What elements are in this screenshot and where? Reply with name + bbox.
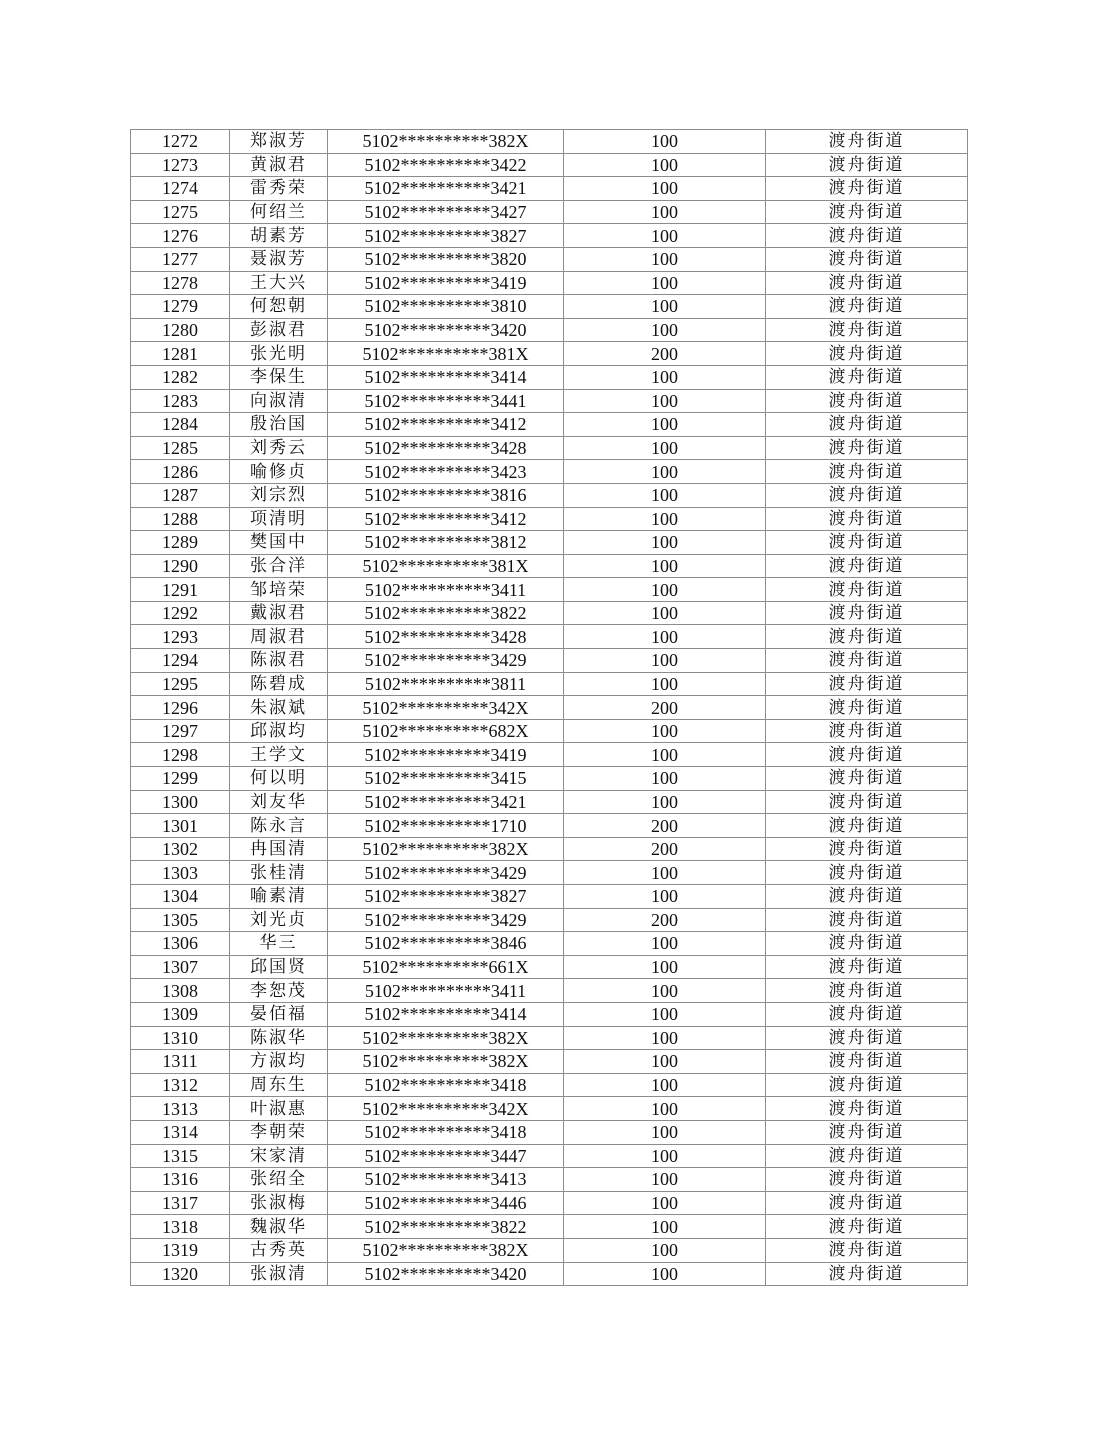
table-row <box>131 247 968 271</box>
cell-amount: 100 <box>564 153 766 177</box>
cell-serial-number: 1291 <box>131 578 230 602</box>
cell-amount: 100 <box>564 1262 766 1286</box>
cell-name: 邱淑均 <box>230 719 328 743</box>
cell-subdistrict: 渡舟街道 <box>766 295 968 319</box>
cell-amount: 100 <box>564 130 766 154</box>
cell-id-number: 5102**********3827 <box>328 885 564 909</box>
cell-subdistrict: 渡舟街道 <box>766 1238 968 1262</box>
cell-name: 张桂清 <box>230 861 328 885</box>
cell-id-number: 5102**********342X <box>328 696 564 720</box>
cell-name: 胡素芳 <box>230 224 328 248</box>
cell-serial-number: 1295 <box>131 672 230 696</box>
cell-serial-number: 1272 <box>131 130 230 154</box>
cell-serial-number: 1303 <box>131 861 230 885</box>
table-row <box>131 389 968 413</box>
cell-id-number: 5102**********3413 <box>328 1168 564 1192</box>
cell-name: 张绍全 <box>230 1168 328 1192</box>
cell-name: 冉国清 <box>230 837 328 861</box>
cell-subdistrict: 渡舟街道 <box>766 200 968 224</box>
cell-id-number: 5102**********381X <box>328 342 564 366</box>
cell-amount: 200 <box>564 696 766 720</box>
cell-subdistrict: 渡舟街道 <box>766 601 968 625</box>
cell-id-number: 5102**********1710 <box>328 814 564 838</box>
table-row <box>131 790 968 814</box>
cell-serial-number: 1309 <box>131 1002 230 1026</box>
cell-amount: 100 <box>564 1144 766 1168</box>
cell-amount: 200 <box>564 837 766 861</box>
cell-subdistrict: 渡舟街道 <box>766 837 968 861</box>
cell-serial-number: 1304 <box>131 885 230 909</box>
cell-subdistrict: 渡舟街道 <box>766 483 968 507</box>
table-row <box>131 814 968 838</box>
cell-amount: 100 <box>564 955 766 979</box>
cell-subdistrict: 渡舟街道 <box>766 672 968 696</box>
cell-id-number: 5102**********3418 <box>328 1073 564 1097</box>
cell-amount: 100 <box>564 885 766 909</box>
cell-id-number: 5102**********382X <box>328 1050 564 1074</box>
table-row <box>131 861 968 885</box>
cell-subdistrict: 渡舟街道 <box>766 743 968 767</box>
cell-id-number: 5102**********3423 <box>328 460 564 484</box>
cell-id-number: 5102**********3420 <box>328 318 564 342</box>
table-row <box>131 578 968 602</box>
cell-name: 张光明 <box>230 342 328 366</box>
table-row <box>131 295 968 319</box>
table-row <box>131 767 968 791</box>
table-row <box>131 601 968 625</box>
table-row <box>131 1144 968 1168</box>
table-row <box>131 507 968 531</box>
cell-name: 殷治国 <box>230 413 328 437</box>
cell-name: 华三 <box>230 932 328 956</box>
table-row <box>131 743 968 767</box>
cell-subdistrict: 渡舟街道 <box>766 814 968 838</box>
table-row <box>131 1168 968 1192</box>
cell-serial-number: 1311 <box>131 1050 230 1074</box>
cell-subdistrict: 渡舟街道 <box>766 696 968 720</box>
table-row <box>131 1262 968 1286</box>
cell-subdistrict: 渡舟街道 <box>766 413 968 437</box>
cell-subdistrict: 渡舟街道 <box>766 1215 968 1239</box>
cell-name: 邱国贤 <box>230 955 328 979</box>
cell-serial-number: 1277 <box>131 247 230 271</box>
cell-id-number: 5102**********3421 <box>328 177 564 201</box>
table-row <box>131 1073 968 1097</box>
table-row <box>131 885 968 909</box>
table-row <box>131 224 968 248</box>
cell-name: 陈碧成 <box>230 672 328 696</box>
cell-serial-number: 1302 <box>131 837 230 861</box>
cell-id-number: 5102**********3846 <box>328 932 564 956</box>
cell-serial-number: 1316 <box>131 1168 230 1192</box>
cell-amount: 100 <box>564 295 766 319</box>
cell-amount: 100 <box>564 790 766 814</box>
cell-subdistrict: 渡舟街道 <box>766 578 968 602</box>
cell-id-number: 5102**********3411 <box>328 578 564 602</box>
cell-subdistrict: 渡舟街道 <box>766 247 968 271</box>
cell-subdistrict: 渡舟街道 <box>766 719 968 743</box>
cell-name: 彭淑君 <box>230 318 328 342</box>
cell-subdistrict: 渡舟街道 <box>766 1097 968 1121</box>
table-row <box>131 696 968 720</box>
cell-subdistrict: 渡舟街道 <box>766 885 968 909</box>
cell-serial-number: 1314 <box>131 1120 230 1144</box>
cell-name: 张合洋 <box>230 554 328 578</box>
table-row <box>131 1002 968 1026</box>
cell-subdistrict: 渡舟街道 <box>766 436 968 460</box>
cell-amount: 100 <box>564 1050 766 1074</box>
cell-name: 向淑清 <box>230 389 328 413</box>
cell-amount: 100 <box>564 247 766 271</box>
cell-serial-number: 1286 <box>131 460 230 484</box>
cell-serial-number: 1317 <box>131 1191 230 1215</box>
cell-subdistrict: 渡舟街道 <box>766 507 968 531</box>
cell-amount: 100 <box>564 743 766 767</box>
cell-id-number: 5102**********3429 <box>328 861 564 885</box>
subsidy-table-container <box>130 129 967 1286</box>
cell-name: 喻修贞 <box>230 460 328 484</box>
cell-id-number: 5102**********3428 <box>328 436 564 460</box>
cell-amount: 100 <box>564 649 766 673</box>
cell-name: 刘光贞 <box>230 908 328 932</box>
table-row <box>131 365 968 389</box>
cell-name: 周东生 <box>230 1073 328 1097</box>
cell-id-number: 5102**********3810 <box>328 295 564 319</box>
cell-id-number: 5102**********3441 <box>328 389 564 413</box>
table-row <box>131 413 968 437</box>
cell-id-number: 5102**********382X <box>328 130 564 154</box>
cell-id-number: 5102**********3447 <box>328 1144 564 1168</box>
table-row <box>131 153 968 177</box>
cell-subdistrict: 渡舟街道 <box>766 177 968 201</box>
cell-id-number: 5102**********3429 <box>328 649 564 673</box>
cell-amount: 100 <box>564 1073 766 1097</box>
cell-amount: 100 <box>564 318 766 342</box>
cell-name: 叶淑惠 <box>230 1097 328 1121</box>
table-row <box>131 130 968 154</box>
cell-id-number: 5102**********3822 <box>328 1215 564 1239</box>
table-row <box>131 1215 968 1239</box>
cell-name: 李保生 <box>230 365 328 389</box>
cell-id-number: 5102**********381X <box>328 554 564 578</box>
cell-id-number: 5102**********3820 <box>328 247 564 271</box>
cell-name: 李恕茂 <box>230 979 328 1003</box>
cell-name: 雷秀荣 <box>230 177 328 201</box>
cell-id-number: 5102**********3446 <box>328 1191 564 1215</box>
cell-serial-number: 1274 <box>131 177 230 201</box>
cell-name: 聂淑芳 <box>230 247 328 271</box>
cell-name: 刘友华 <box>230 790 328 814</box>
cell-amount: 100 <box>564 200 766 224</box>
cell-subdistrict: 渡舟街道 <box>766 625 968 649</box>
cell-amount: 100 <box>564 271 766 295</box>
cell-amount: 100 <box>564 932 766 956</box>
table-row <box>131 483 968 507</box>
cell-amount: 100 <box>564 861 766 885</box>
cell-amount: 100 <box>564 1238 766 1262</box>
cell-serial-number: 1287 <box>131 483 230 507</box>
cell-serial-number: 1315 <box>131 1144 230 1168</box>
cell-serial-number: 1296 <box>131 696 230 720</box>
cell-id-number: 5102**********3419 <box>328 743 564 767</box>
cell-subdistrict: 渡舟街道 <box>766 1026 968 1050</box>
cell-id-number: 5102**********3419 <box>328 271 564 295</box>
cell-name: 何恕朝 <box>230 295 328 319</box>
cell-id-number: 5102**********3411 <box>328 979 564 1003</box>
cell-subdistrict: 渡舟街道 <box>766 554 968 578</box>
cell-name: 晏佰福 <box>230 1002 328 1026</box>
table-row <box>131 719 968 743</box>
cell-serial-number: 1276 <box>131 224 230 248</box>
cell-amount: 100 <box>564 979 766 1003</box>
cell-id-number: 5102**********3429 <box>328 908 564 932</box>
cell-amount: 100 <box>564 531 766 555</box>
table-row <box>131 177 968 201</box>
cell-amount: 100 <box>564 554 766 578</box>
cell-serial-number: 1299 <box>131 767 230 791</box>
cell-amount: 100 <box>564 1120 766 1144</box>
cell-serial-number: 1318 <box>131 1215 230 1239</box>
cell-serial-number: 1280 <box>131 318 230 342</box>
cell-id-number: 5102**********3418 <box>328 1120 564 1144</box>
cell-name: 刘秀云 <box>230 436 328 460</box>
cell-id-number: 5102**********3811 <box>328 672 564 696</box>
table-row <box>131 342 968 366</box>
cell-amount: 100 <box>564 1191 766 1215</box>
table-row <box>131 271 968 295</box>
cell-subdistrict: 渡舟街道 <box>766 1002 968 1026</box>
cell-subdistrict: 渡舟街道 <box>766 979 968 1003</box>
cell-subdistrict: 渡舟街道 <box>766 130 968 154</box>
cell-id-number: 5102**********382X <box>328 837 564 861</box>
cell-id-number: 5102**********3812 <box>328 531 564 555</box>
cell-serial-number: 1297 <box>131 719 230 743</box>
cell-id-number: 5102**********3412 <box>328 507 564 531</box>
cell-name: 魏淑华 <box>230 1215 328 1239</box>
table-row <box>131 1191 968 1215</box>
table-row <box>131 1097 968 1121</box>
cell-serial-number: 1279 <box>131 295 230 319</box>
cell-amount: 100 <box>564 389 766 413</box>
cell-id-number: 5102**********3427 <box>328 200 564 224</box>
cell-name: 周淑君 <box>230 625 328 649</box>
table-row <box>131 908 968 932</box>
table-row <box>131 554 968 578</box>
cell-name: 何以明 <box>230 767 328 791</box>
table-row <box>131 1120 968 1144</box>
table-row <box>131 625 968 649</box>
cell-serial-number: 1282 <box>131 365 230 389</box>
cell-subdistrict: 渡舟街道 <box>766 1262 968 1286</box>
cell-subdistrict: 渡舟街道 <box>766 1120 968 1144</box>
cell-serial-number: 1298 <box>131 743 230 767</box>
table-row <box>131 955 968 979</box>
cell-serial-number: 1305 <box>131 908 230 932</box>
cell-id-number: 5102**********382X <box>328 1026 564 1050</box>
cell-serial-number: 1319 <box>131 1238 230 1262</box>
cell-name: 古秀英 <box>230 1238 328 1262</box>
cell-serial-number: 1312 <box>131 1073 230 1097</box>
cell-subdistrict: 渡舟街道 <box>766 908 968 932</box>
cell-subdistrict: 渡舟街道 <box>766 1144 968 1168</box>
table-row <box>131 932 968 956</box>
cell-serial-number: 1290 <box>131 554 230 578</box>
cell-serial-number: 1281 <box>131 342 230 366</box>
cell-serial-number: 1310 <box>131 1026 230 1050</box>
table-row <box>131 1238 968 1262</box>
cell-serial-number: 1294 <box>131 649 230 673</box>
cell-id-number: 5102**********3816 <box>328 483 564 507</box>
cell-amount: 100 <box>564 1002 766 1026</box>
cell-name: 王大兴 <box>230 271 328 295</box>
cell-amount: 100 <box>564 1097 766 1121</box>
cell-id-number: 5102**********3414 <box>328 1002 564 1026</box>
cell-name: 戴淑君 <box>230 601 328 625</box>
cell-amount: 100 <box>564 1026 766 1050</box>
cell-amount: 200 <box>564 908 766 932</box>
cell-serial-number: 1301 <box>131 814 230 838</box>
table-row <box>131 436 968 460</box>
cell-name: 刘宗烈 <box>230 483 328 507</box>
cell-amount: 100 <box>564 460 766 484</box>
cell-name: 喻素清 <box>230 885 328 909</box>
cell-subdistrict: 渡舟街道 <box>766 955 968 979</box>
cell-name: 方淑均 <box>230 1050 328 1074</box>
cell-amount: 100 <box>564 413 766 437</box>
cell-amount: 100 <box>564 177 766 201</box>
cell-amount: 100 <box>564 365 766 389</box>
cell-name: 陈永言 <box>230 814 328 838</box>
cell-serial-number: 1308 <box>131 979 230 1003</box>
cell-amount: 100 <box>564 601 766 625</box>
cell-subdistrict: 渡舟街道 <box>766 271 968 295</box>
cell-subdistrict: 渡舟街道 <box>766 531 968 555</box>
cell-serial-number: 1313 <box>131 1097 230 1121</box>
table-row <box>131 531 968 555</box>
cell-amount: 100 <box>564 436 766 460</box>
cell-id-number: 5102**********3428 <box>328 625 564 649</box>
table-row <box>131 200 968 224</box>
cell-amount: 100 <box>564 578 766 602</box>
cell-amount: 100 <box>564 1215 766 1239</box>
cell-name: 邹培荣 <box>230 578 328 602</box>
cell-amount: 100 <box>564 767 766 791</box>
cell-id-number: 5102**********661X <box>328 955 564 979</box>
cell-serial-number: 1288 <box>131 507 230 531</box>
cell-serial-number: 1285 <box>131 436 230 460</box>
cell-amount: 100 <box>564 672 766 696</box>
cell-id-number: 5102**********3421 <box>328 790 564 814</box>
table-body <box>131 130 968 1286</box>
cell-name: 樊国中 <box>230 531 328 555</box>
cell-id-number: 5102**********382X <box>328 1238 564 1262</box>
cell-subdistrict: 渡舟街道 <box>766 790 968 814</box>
cell-serial-number: 1307 <box>131 955 230 979</box>
cell-id-number: 5102**********3412 <box>328 413 564 437</box>
cell-subdistrict: 渡舟街道 <box>766 1168 968 1192</box>
cell-subdistrict: 渡舟街道 <box>766 342 968 366</box>
table-row <box>131 649 968 673</box>
table-row <box>131 979 968 1003</box>
cell-amount: 100 <box>564 719 766 743</box>
cell-name: 宋家清 <box>230 1144 328 1168</box>
cell-serial-number: 1275 <box>131 200 230 224</box>
table-row <box>131 837 968 861</box>
cell-name: 张淑梅 <box>230 1191 328 1215</box>
cell-name: 朱淑斌 <box>230 696 328 720</box>
cell-amount: 100 <box>564 224 766 248</box>
cell-id-number: 5102**********3827 <box>328 224 564 248</box>
cell-name: 李朝荣 <box>230 1120 328 1144</box>
table-row <box>131 318 968 342</box>
cell-subdistrict: 渡舟街道 <box>766 460 968 484</box>
cell-amount: 100 <box>564 1168 766 1192</box>
cell-name: 郑淑芳 <box>230 130 328 154</box>
cell-subdistrict: 渡舟街道 <box>766 224 968 248</box>
cell-id-number: 5102**********3415 <box>328 767 564 791</box>
cell-amount: 100 <box>564 483 766 507</box>
subsidy-table <box>130 129 968 1286</box>
cell-serial-number: 1300 <box>131 790 230 814</box>
cell-name: 张淑清 <box>230 1262 328 1286</box>
cell-amount: 200 <box>564 342 766 366</box>
cell-serial-number: 1293 <box>131 625 230 649</box>
cell-subdistrict: 渡舟街道 <box>766 389 968 413</box>
cell-id-number: 5102**********682X <box>328 719 564 743</box>
cell-name: 黄淑君 <box>230 153 328 177</box>
cell-subdistrict: 渡舟街道 <box>766 1191 968 1215</box>
cell-subdistrict: 渡舟街道 <box>766 1073 968 1097</box>
cell-name: 陈淑华 <box>230 1026 328 1050</box>
cell-serial-number: 1283 <box>131 389 230 413</box>
cell-subdistrict: 渡舟街道 <box>766 932 968 956</box>
cell-amount: 200 <box>564 814 766 838</box>
cell-serial-number: 1273 <box>131 153 230 177</box>
cell-subdistrict: 渡舟街道 <box>766 365 968 389</box>
cell-serial-number: 1284 <box>131 413 230 437</box>
cell-id-number: 5102**********3420 <box>328 1262 564 1286</box>
cell-amount: 100 <box>564 507 766 531</box>
cell-amount: 100 <box>564 625 766 649</box>
cell-name: 项清明 <box>230 507 328 531</box>
cell-id-number: 5102**********342X <box>328 1097 564 1121</box>
cell-id-number: 5102**********3822 <box>328 601 564 625</box>
table-row <box>131 460 968 484</box>
cell-subdistrict: 渡舟街道 <box>766 318 968 342</box>
cell-name: 何绍兰 <box>230 200 328 224</box>
cell-serial-number: 1289 <box>131 531 230 555</box>
cell-serial-number: 1306 <box>131 932 230 956</box>
cell-subdistrict: 渡舟街道 <box>766 153 968 177</box>
cell-subdistrict: 渡舟街道 <box>766 649 968 673</box>
cell-name: 王学文 <box>230 743 328 767</box>
table-row <box>131 1050 968 1074</box>
table-row <box>131 672 968 696</box>
cell-subdistrict: 渡舟街道 <box>766 767 968 791</box>
cell-serial-number: 1320 <box>131 1262 230 1286</box>
cell-id-number: 5102**********3414 <box>328 365 564 389</box>
cell-name: 陈淑君 <box>230 649 328 673</box>
cell-serial-number: 1278 <box>131 271 230 295</box>
cell-id-number: 5102**********3422 <box>328 153 564 177</box>
cell-serial-number: 1292 <box>131 601 230 625</box>
table-row <box>131 1026 968 1050</box>
cell-subdistrict: 渡舟街道 <box>766 861 968 885</box>
cell-subdistrict: 渡舟街道 <box>766 1050 968 1074</box>
